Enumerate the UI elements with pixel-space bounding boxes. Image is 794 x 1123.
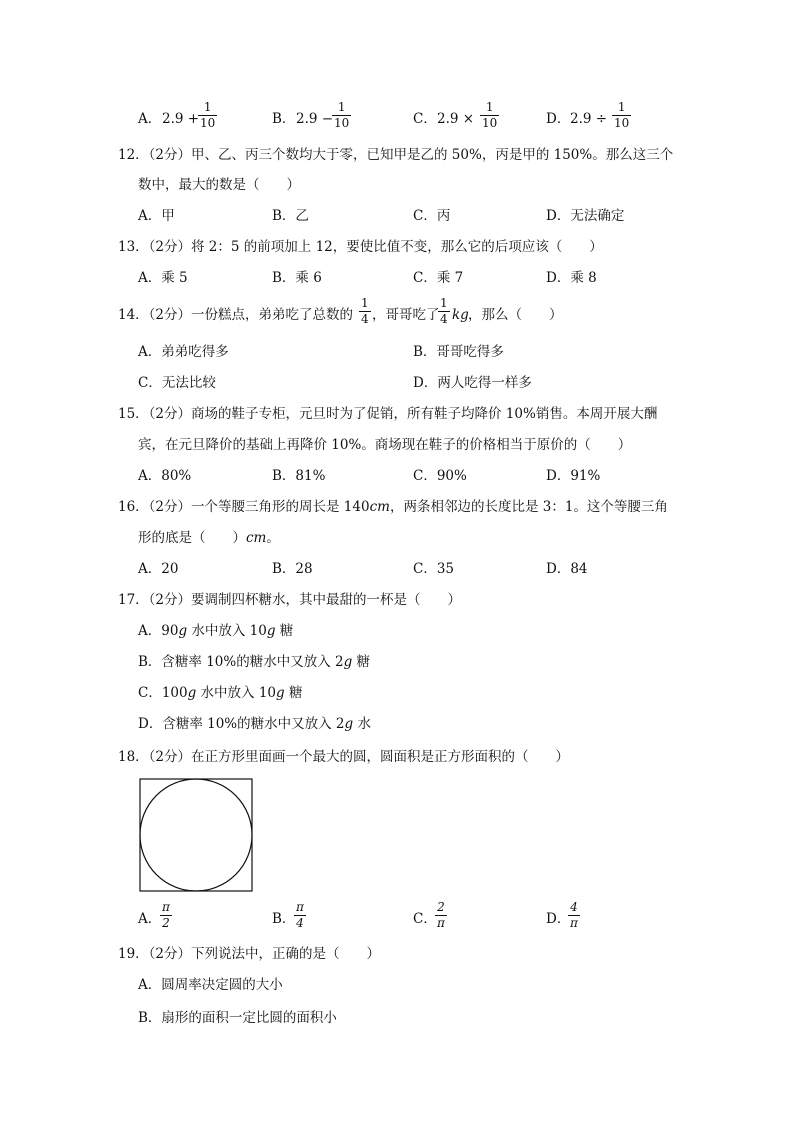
option-expr: 2.9 + xyxy=(162,111,200,127)
q19-stem: 19．（2分）下列说法中，正确的是（ ） xyxy=(118,946,381,962)
q19-option-a[interactable]: A．圆周率决定圆的大小 xyxy=(138,977,283,993)
q13-option-c[interactable]: C．乘 7 xyxy=(413,270,464,286)
fraction: 1 10 xyxy=(482,100,498,130)
q16-stem-line1: 16．（2分）一个等腰三角形的周长是 140cm，两条相邻边的长度比是 3：1。这个等腰三角 xyxy=(118,499,668,515)
q12-stem-line1: 12．（2分）甲、乙、丙三个数均大于零，已知甲是乙的 50%，丙是甲的 150%。那么这三个 xyxy=(118,147,674,163)
option-letter: C． xyxy=(413,911,437,927)
q15-stem-line1: 15．（2分）商场的鞋子专柜，元旦时为了促销，所有鞋子均降价 10%销售。本周开展大酬 xyxy=(118,406,658,422)
fraction: 2 π xyxy=(437,900,445,930)
q14-fraction-1: 1 4 xyxy=(361,296,369,326)
q12-option-d[interactable]: D．无法确定 xyxy=(546,208,625,224)
fraction: 4 π xyxy=(570,900,578,930)
option-letter: D． xyxy=(546,111,571,127)
q12-option-b[interactable]: B．乙 xyxy=(272,208,309,224)
option-letter: B． xyxy=(272,111,296,127)
fraction: π 2 xyxy=(162,900,170,930)
square-circle-figure xyxy=(139,778,254,892)
q12-stem-line2: 数中，最大的数是（ ） xyxy=(138,177,300,193)
q13-option-b[interactable]: B．乘 6 xyxy=(272,270,322,286)
option-letter: D． xyxy=(546,911,571,927)
fraction: 1 10 xyxy=(614,100,630,130)
q12-option-a[interactable]: A．甲 xyxy=(138,208,175,224)
option-expr: 2.9 × xyxy=(437,111,475,127)
q15-option-d[interactable]: D．91% xyxy=(546,468,601,484)
q14-option-c[interactable]: C．无法比较 xyxy=(138,375,216,391)
q17-option-c[interactable]: C．100g 水中放入 10g 糖 xyxy=(138,685,303,701)
q15-option-a[interactable]: A．80% xyxy=(138,468,192,484)
q14-stem-post: ，那么（ ） xyxy=(468,307,563,323)
q14-option-b[interactable]: B．哥哥吃得多 xyxy=(413,344,504,360)
q19-option-b[interactable]: B．扇形的面积一定比圆的面积小 xyxy=(138,1010,337,1026)
q12-option-c[interactable]: C．丙 xyxy=(413,208,451,224)
q17-option-b[interactable]: B．含糖率 10%的糖水中又放入 2g 糖 xyxy=(138,654,371,670)
q16-option-b[interactable]: B．28 xyxy=(272,561,313,577)
q13-option-a[interactable]: A．乘 5 xyxy=(138,270,188,286)
q14-option-d[interactable]: D．两人吃得一样多 xyxy=(413,375,532,391)
q18-stem: 18．（2分）在正方形里面画一个最大的圆，圆面积是正方形面积的（ ） xyxy=(118,749,570,765)
q15-stem-line2: 宾，在元旦降价的基础上再降价 10%。商场现在鞋子的价格相当于原价的（ ） xyxy=(138,437,632,453)
q13-option-d[interactable]: D．乘 8 xyxy=(546,270,597,286)
q14-unit: kg xyxy=(452,307,469,323)
q15-option-b[interactable]: B．81% xyxy=(272,468,326,484)
q14-stem-mid: ，哥哥吃了 xyxy=(372,307,440,323)
q16-option-c[interactable]: C．35 xyxy=(413,561,455,577)
fraction: 1 10 xyxy=(200,100,216,130)
q13-stem: 13．（2分）将 2：5 的前项加上 12，要使比值不变，那么它的后项应该（ ） xyxy=(118,239,603,255)
option-letter: A． xyxy=(138,111,162,127)
option-expr: 2.9 ÷ xyxy=(570,111,608,127)
q16-option-a[interactable]: A．20 xyxy=(138,561,179,577)
q16-option-d[interactable]: D．84 xyxy=(546,561,588,577)
q17-option-a[interactable]: A．90g 水中放入 10g 糖 xyxy=(138,623,294,639)
q14-stem-pre: 14．（2分）一份糕点，弟弟吃了总数的 xyxy=(118,307,354,323)
q17-stem: 17．（2分）要调制四杯糖水，其中最甜的一杯是（ ） xyxy=(118,592,462,608)
q17-option-d[interactable]: D．含糖率 10%的糖水中又放入 2g 水 xyxy=(138,716,371,732)
fraction: π 4 xyxy=(296,900,304,930)
fraction: 1 10 xyxy=(334,100,350,130)
option-letter: C． xyxy=(413,111,437,127)
q16-stem-line2: 形的底是（ ）cm。 xyxy=(138,530,280,546)
option-expr: 2.9 − xyxy=(296,111,334,127)
circle-shape xyxy=(140,779,252,891)
q15-option-c[interactable]: C．90% xyxy=(413,468,467,484)
option-letter: A． xyxy=(138,911,162,927)
q14-fraction-2: 1 4 xyxy=(440,296,448,326)
q14-option-a[interactable]: A．弟弟吃得多 xyxy=(138,344,229,360)
option-letter: B． xyxy=(272,911,296,927)
